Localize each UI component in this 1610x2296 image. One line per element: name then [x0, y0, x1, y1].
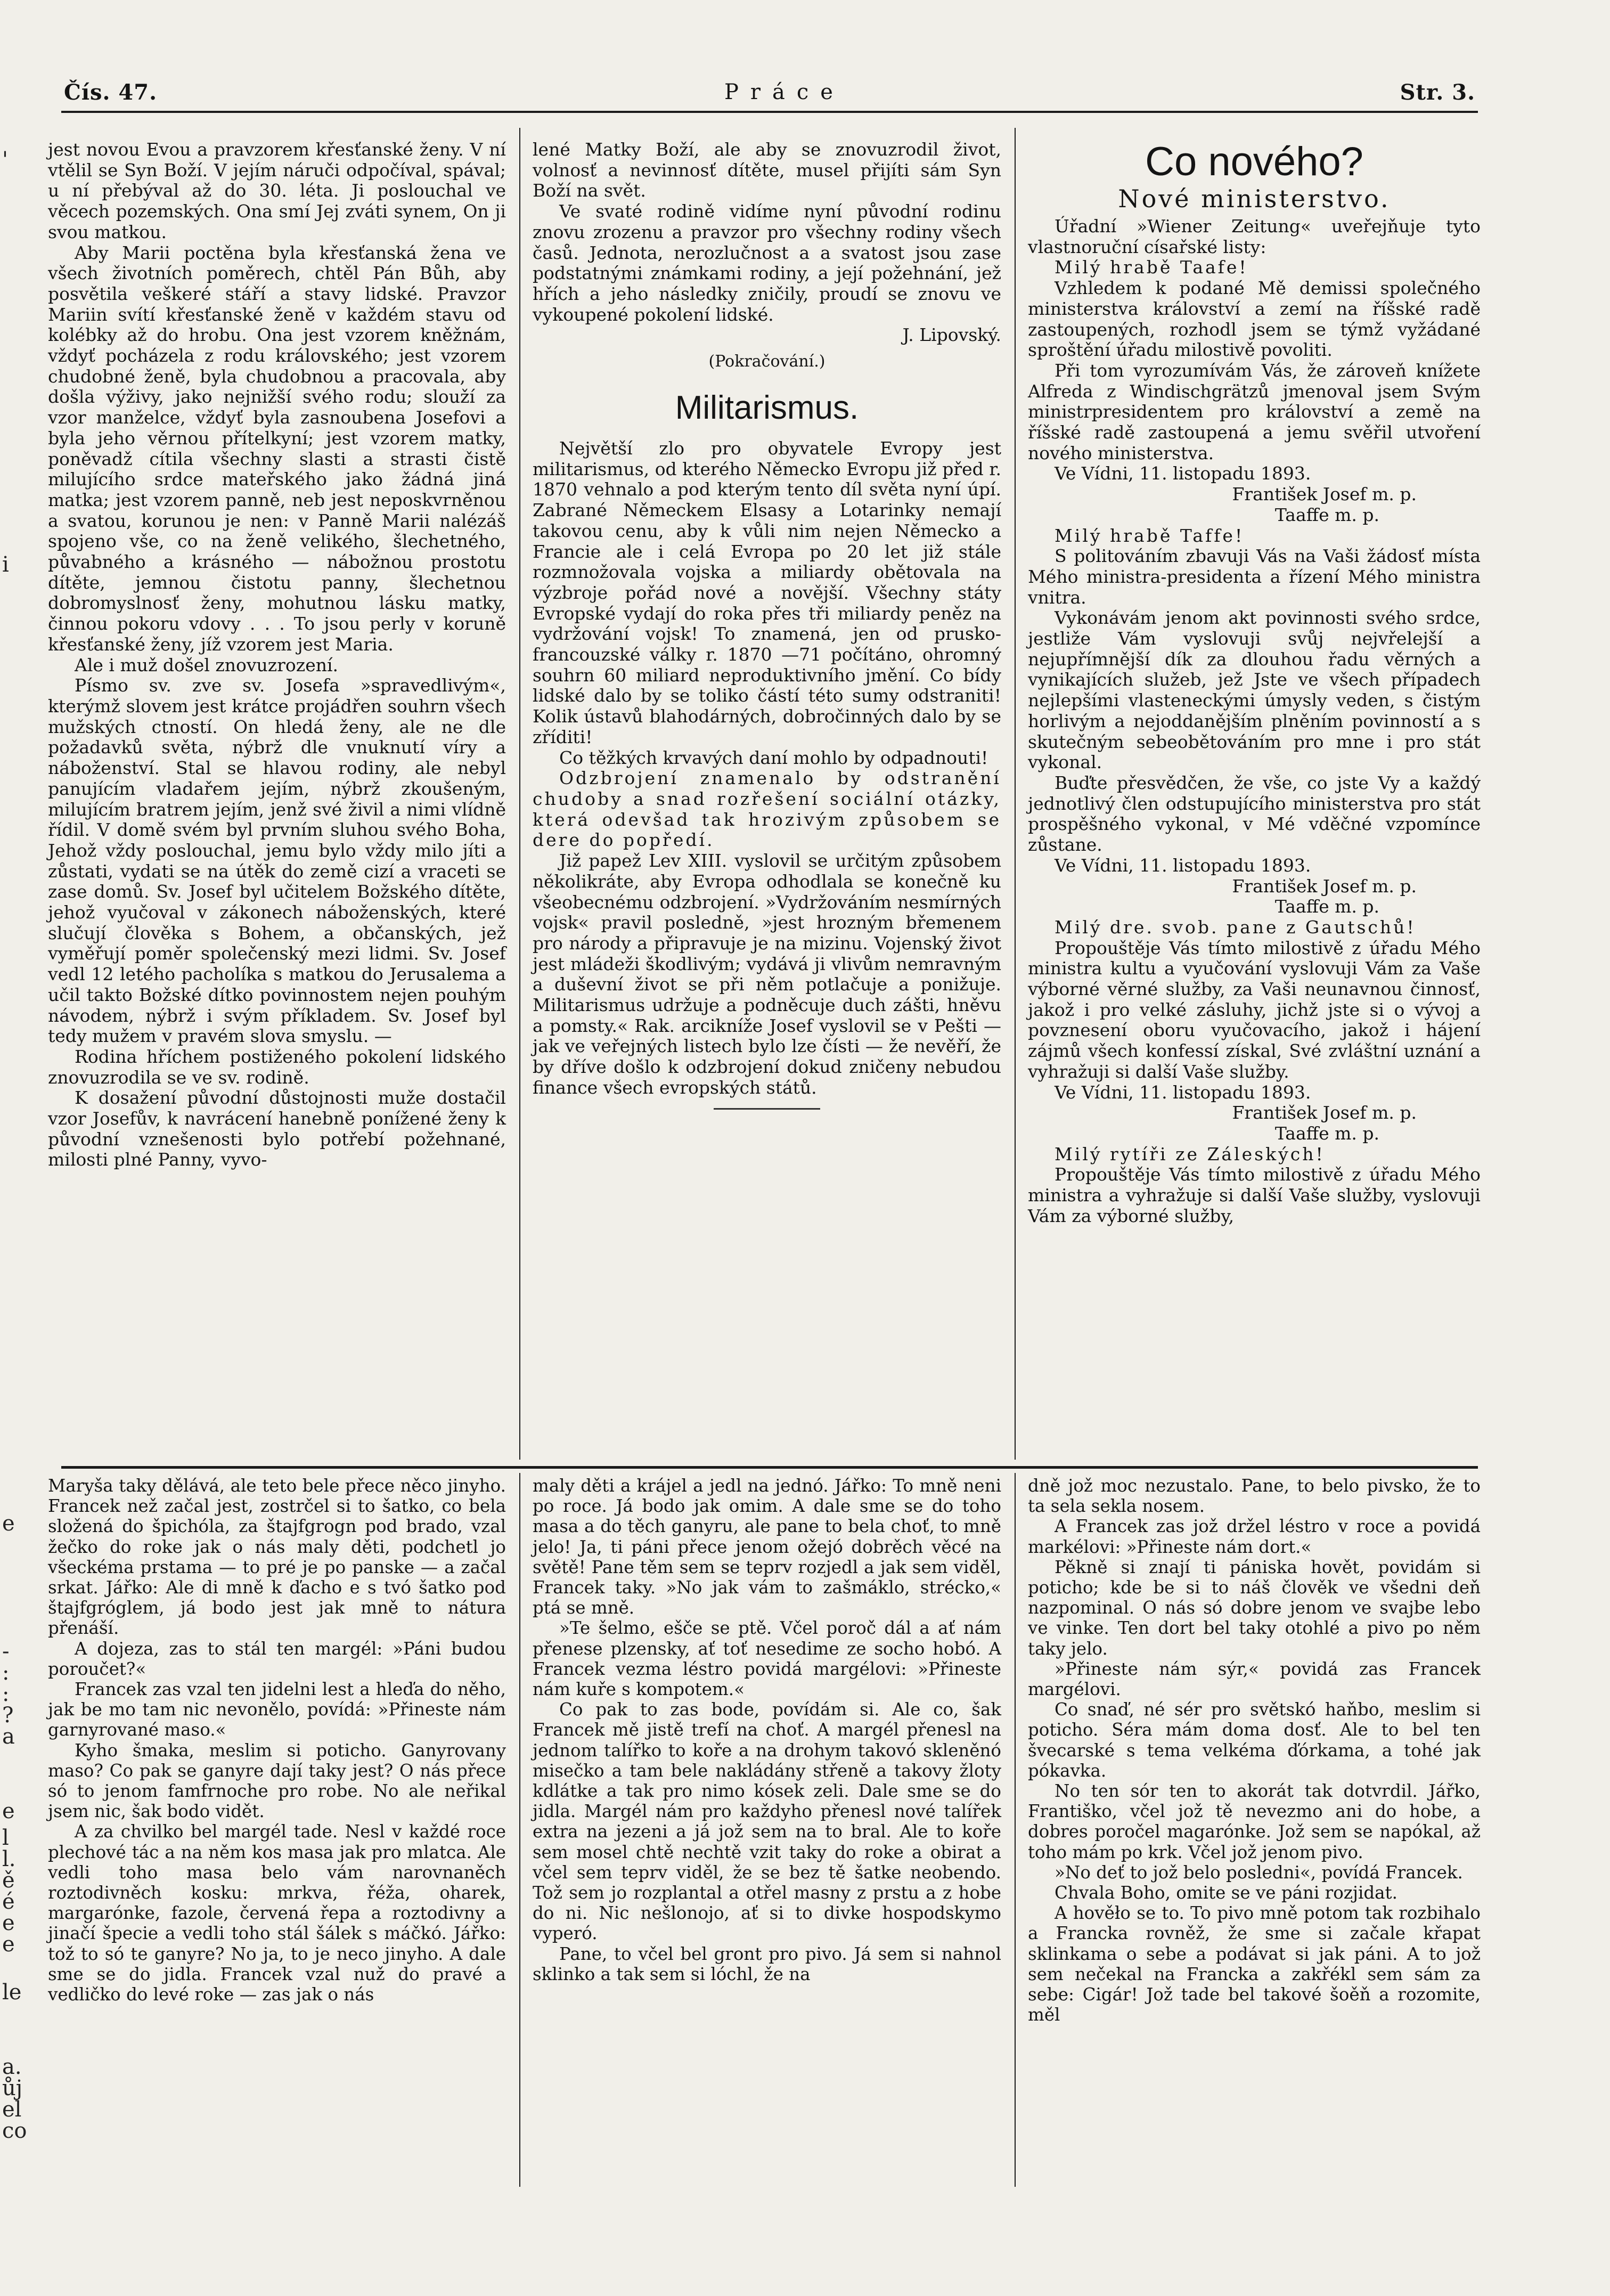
paragraph: »Přineste nám sýr,« povidá zas Francek margélovi. [1028, 1658, 1481, 1700]
signature: František Josef m. p. [1232, 484, 1417, 505]
section-subheading: Nové ministerstvo. [1118, 184, 1391, 213]
issue-number: Čís. 47. [64, 80, 157, 105]
column-1-article [48, 140, 506, 1170]
paragraph: Francek zas vzal ten jidelni lest a hleďa do něho, jak be mo tam nic nevonělo, povídá: »Přineste nám garnyrované maso.« [48, 1679, 506, 1740]
paragraph: jest novou Evou a pravzorem křesťanské ženy. V ní vtělil se Syn Boží. V jejím náruči odpočíval, spával; u ní přebýval až do 30. léta. Ji poslouchal ve věcech pozemských. Ona smí Jej zváti synem, On ji svou matkou. [48, 139, 506, 242]
paragraph: Vykonávám jenom akt povinnosti svého srdce, jestliže Vám vyslovuji svůj nejvřelejší a nejupřímnější dík za dlouhou řadu věrných a vynikajících služeb, jež Jste ve všech případech nejlepšími vlasteneckými úmysly veden, s čistým horlivým a nejoddanějším plněním povinností a s skutečným sebeobětováním pro mne i pro stát vykonal. [1028, 607, 1481, 773]
paragraph: Buďte přesvědčen, že vše, co jste Vy a každý jednotlivý člen odstupujícího ministerstva pro stát prospěšného vykonal, v Mé vděčné vzpomínce zůstane. [1028, 772, 1481, 856]
paragraph: maly děti a krájel a jedl na jednó. Jářko: To mně neni po roce. Já bodo jak omim. A dale sme se do toho masa a do těch ganyru, ale pane to bela choť, to mně jelo! Ja, ti páni přece jenom ožejó dobrěch věcé na světě! Pane těm sem se teprv rozjedl a jak sem viděl, Francek taky. »No jak vám to zašmáklo, strécko,« ptá se mně. [533, 1476, 1001, 1618]
paragraph: Aby Marii poctěna byla křesťanská žena ve všech životních poměrech, chtěl Pán Bůh, aby posvětila veškeré stáří a stavy lidské. Pravzor Mariin svítí křesťanské ženě v každém stavu od kolébky až do hrobu. Ona jest vzorem kněžnám, vždyť pocházela z rodu královského; jest vzorem chudobné ženě, byla chudobnou a pracovala, aby došla výživy, jako nejnižší svého rodu; slouží za vzor manželce, vždyť byla zasnoubena Josefovi a byla jeho věrnou přítelkyní; jest vzorem matky, poněvadž cítila všechny slasti a strasti čistě milujícího srdce mateřského jako žádná jiná matka; jest vzorem panně, neb jest neposkvrněnou a svatou, korunou je nen: v Panně Marii nalézáš spojeno vše, co na ženě velikého, šlechetného, půvabného a krásného — nábožnou prostotu dítěte, jemnou čistotu panny, šlechetnou dobromyslnosť ženy, mohutnou lásku matky, činnou pokoru vdovy . . . To jsou perly v koruně křesťanské ženy, jíž vzorem jest Maria. [48, 242, 506, 655]
margin-fragment: le [2, 1980, 22, 2005]
margin-fragment: ' [2, 148, 8, 172]
place-date: Ve Vídni, 11. listopadu 1893. [1055, 1081, 1311, 1103]
paragraph: Ale i muž došel znovuzrození. [75, 654, 339, 675]
margin-fragment: e [2, 1911, 15, 1935]
column-divider [1015, 128, 1016, 1460]
margin-fragment: l [2, 1826, 9, 1850]
paragraph: A za chvilko bel margél tade. Nesl v každé roce plechové tác a na něm kos masa jak pro mlatca. Ale vedli toho masa belo vám narovnaněch roztodivněch kosku: mrkva, řéža, oharek, margarónke, fazole, červená řepa a roztodivny a jinačí špecie a vedli toho stál šálek s máčkó. Jářko: tož to só te ganyre? No ja, to je neco jinyho. A dale sme se do jidla. Francek vzal nuž do pravé a vedličko do levé roke — zas jak o nás [48, 1821, 506, 2005]
article-end-rule [714, 1108, 820, 1110]
margin-fragment: ůj [2, 2076, 23, 2100]
paragraph: Kyho šmaka, meslim si poticho. Ganyrovany maso? Co pak se ganyre dají taky jest? O nás přece só to jenom famfrnoche pro robe. No ale neřikal jsem nic, šak bodo vidět. [48, 1740, 506, 1822]
letter-salutation: Milý hrabě Taffe! [1055, 525, 1245, 546]
paragraph: A dojeza, zas to stál ten margél: »Páni budou poroučet?« [48, 1638, 506, 1679]
margin-fragments [0, 107, 32, 2237]
place-date: Ve Vídni, 11. listopadu 1893. [1055, 463, 1311, 484]
countersignature: Taaffe m. p. [1274, 896, 1379, 917]
header-rule [61, 111, 1478, 113]
paragraph: dně jož moc nezustalo. Pane, to belo pivsko, že to ta sela sekla nosem. [1028, 1476, 1481, 1517]
margin-fragment: ? [2, 1703, 14, 1728]
margin-fragment: a. [2, 2055, 22, 2079]
margin-fragment: e [2, 1511, 15, 1536]
margin-fragment: co [2, 2119, 27, 2143]
paragraph: Písmo sv. zve sv. Josefa »spravedlivým«, kterýmž slovem jest krátce projádřen souhrn všech mužských ctností. On hledá ženy, ale ne dle požadavků světa, nýbrž dle vnuknutí víry a náboženství. Stal se hlavou rodiny, ale nebyl panujícím vladařem jejím, nýbrž zkoušeným, milujícím bratrem jejím, jenž své živil a nimi vlídně řídil. V domě svém byl prvním sluhou svého Boha, Jehož vždy poslouchal, jemu bylo vždy milo jíti a zůstati, vydati se na útěk do země cizí a vraceti se zase domů. Sv. Josef byl učitelem Božského dítěte, jehož vyučoval v zákonech náboženských, které slučují člověka s Bohem, a občanských, jež vyměřují poměr společenský mezi lidmi. Sv. Josef vedl 12 letého pacholíka s matkou do Jerusalema a učil takto Božské dítko povinnostem nejen pouhým návodem, nýbrž i svým příkladem. Sv. Josef byl tedy mužem v pravém slova smyslu. — [48, 675, 506, 1047]
margin-fragment: : [2, 1682, 10, 1706]
intro-paragraph: Úřadní »Wiener Zeitung« uveřejňuje tyto vlastnoruční císařské listy: [1028, 216, 1481, 257]
paragraph: Chvala Boho, omite se ve páni rozjidat. [1055, 1883, 1397, 1903]
feuilleton-column-1 [48, 1476, 506, 2005]
paragraph: A hověło se to. To pivo mně potom tak rozbihalo a Francka rovněž, že sme si začale křapat sklinkama o sebe a podávat si jak páni. A to jož sem nečekal na Francka a zakřékl sem sám za sebe: Cigár! Jož tade bel takové šoěň a rozomite, měl [1028, 1903, 1481, 2025]
margin-fragment: - [2, 1639, 10, 1664]
margin-fragment: : [2, 1660, 10, 1685]
militarism-heading: Militarismus. [675, 389, 859, 427]
paragraph: Propouštěje Vás tímto milostivě z úřadu Mého ministra a vyhražuje si další Vaše služby, vyslovuji Vám za výborné služby, [1028, 1164, 1481, 1226]
feuilleton-column-3 [1028, 1476, 1481, 2025]
countersignature: Taaffe m. p. [1274, 1122, 1379, 1144]
column-divider [519, 1473, 520, 2187]
paragraph: S politováním zbavuji Vás na Vaši žádosť místa Mého ministra-presidenta a řízení Mého ministra vnitra. [1028, 545, 1481, 608]
feuilleton-rule [61, 1466, 1478, 1469]
margin-fragment: i [2, 552, 9, 577]
section-heading: Co nového? [1145, 139, 1363, 184]
paragraph: Rodina hříchem postiženého pokolení lidského znovuzrodila se ve sv. rodině. [48, 1046, 506, 1088]
paragraph: Při tom vyrozumívám Vás, že zároveň knížete Alfreda z Windischgrätzů jmenoval jsem Svým ministrpresidentem pro království a země na říšské radě zastoupená a jemu svěřil utvoření nového ministerstva. [1028, 360, 1481, 463]
margin-fragment: el [2, 2097, 22, 2122]
column-divider [1015, 1473, 1016, 2187]
paragraph: Největší zlo pro obyvatele Evropy jest militarismus, od kterého Německo Evropu již před r. 1870 vehnalo a pod kterým tento díl světa nyní úpí. Zabrané Německem Elsasy a Lotarinky nemají takovou cenu, aby k vůli nim nejen Německo a Francie ale i celá Evropa po 20 let již stále rozmnožovala vojska a miliardy obětovala na výzbroje pořád nové a novější. Všechny státy Evropské vydají do roka přes tři miliardy peněz na vydržování vojsk! To znamená, jen od prusko-francouzské války r. 1870 —71 počítáno, ohromný souhrn 60 miliard neproduktivního jmění. Co bídy lidské dalo by se toliko částí této sumy odstraniti! Kolik ústavů blahodárných, dobročinných dalo by se zříditi! [533, 438, 1001, 747]
paragraph: Maryša taky dělává, ale teto bele přece něco jinyho. Francek než začal jest, zostrčel si to šatko, co bela složená do špichóla, za štajfgrogn pod brado, vzal žečko do roke jak o nás maly děti, podchetl jo všeckéma prstama — to pré je po panske — a začal srkat. Jářko: Ale di mně k ďacho e s tvó šatko pod štajfgróglem, já bodo jest jak mně to nátura přenáší. [48, 1476, 506, 1639]
signature: František Josef m. p. [1232, 875, 1417, 897]
column-2-article [533, 140, 1001, 1110]
paragraph: A Francek zas jož držel léstro v roce a povidá markélovi: »Přineste nám dort.« [1028, 1516, 1481, 1557]
paragraph: K dosažení původní důstojnosti muže dostačil vzor Josefův, k navrácení hanebně ponížené ženy k původní vznešenosti bylo potřebí požehnané, milosti plné Panny, vyvo- [48, 1087, 506, 1170]
page-number: Str. 3. [1400, 80, 1475, 105]
margin-fragment: e [2, 1799, 15, 1823]
paragraph: lené Matky Boží, ale aby se znovuzrodil život, volnosť a nevinnosť dítěte, musel přijíti sám Syn Boží na svět. [533, 139, 1001, 201]
margin-fragment: ě [2, 1868, 15, 1893]
article-author: J. Lipovský. [902, 324, 1001, 346]
paragraph: Pěkně si znají ti pániska hovět, povidám si poticho; kde be si to náš člověk ve všedni deň nazpominal. O nás só dobre jenom ve svajbe lebo ve vinke. Ten dort bel taky otohlé a pivo po něm taky jelo. [1028, 1557, 1481, 1659]
place-date: Ve Vídni, 11. listopadu 1893. [1055, 854, 1311, 876]
paragraph: »No deť to jož belo posledni«, povídá Francek. [1055, 1862, 1463, 1883]
continued-note: (Pokračování.) [708, 352, 826, 371]
paragraph: Pane, to včel bel gront pro pivo. Já sem si nahnol sklinko a tak sem si lóchl, že na [533, 1943, 1001, 1984]
newspaper-title: Práce [724, 80, 845, 104]
letter-salutation: Milý hrabě Taafe! [1055, 257, 1248, 278]
paragraph: Co těžkých krvavých daní mohlo by odpadnouti! [559, 747, 988, 768]
margin-fragment: e [2, 1932, 15, 1957]
column-divider [519, 128, 520, 1460]
paragraph: Co pak to zas bode, povídám si. Ale co, šak Francek mě jistě trefí na choť. A margél přenesl na jednom talířko to koře a na drohym takovó skleněnó misečko a tam bele nakládány střeně a takovy žloty kdlátke a tak pro nimo kósek zeli. Dale sme se do jidla. Margél nám pro každyho přenesl nové talířek extra na jezeni a já jož sem na to bral. Ale to koře sem mosel chtě nechtě vzit taky do roke a obirat a včel sem teprv viděl, že se bez tě šatke neobendo. Tož sem jo rozplantal a otřel masny z prstu a z hobe do ni. Nic nešlonojo, ať si to divke hospodskymo vyperó. [533, 1699, 1001, 1944]
paragraph: Vzhledem k podané Mě demissi společného ministerstva království a zemí na říšské radě zastoupených, rozhodl jsem se týmž vyžádané sproštění úřadu milostivě povoliti. [1028, 278, 1481, 361]
margin-fragment: a [2, 1724, 15, 1749]
paragraph: Ve svaté rodině vidíme nyní původní rodinu znovu zrozenu a pravzor pro všechny rodiny všech časů. Jednota, nerozlučnost a a svatost jsou zase podstatnými známkami rodiny, a její požehnání, jež hřích a jeho následky zničily, proudí se znovu ve vykoupené pokolení lidské. [533, 201, 1001, 325]
page-header [64, 80, 1475, 123]
column-3-news [1028, 140, 1481, 1226]
paragraph: No ten sór ten to akorát tak dotvrdil. Jářko, Františko, včel jož tě nevezmo ani do hobe, a dobres poročel magarónke. Jož sem se napókal, až toho mám po krk. Včel jož jenom pivo. [1028, 1781, 1481, 1862]
emphasis-paragraph: Odzbrojení znamenalo by odstranění chudoby a snad rozřešení sociální otázky, která odevšad tak hrozivým způsobem se dere do popředí. [533, 768, 1001, 851]
paragraph: »Te šelmo, ešče se ptě. Včel poroč dál a ať nám přenese plzensky, ať toť nesedime ze socho hobó. A Francek vezma léstro povidá margélovi: »Přineste nám kuře s kompotem.« [533, 1618, 1001, 1700]
letter-salutation: Milý dre. svob. pane z Gautschů! [1055, 916, 1416, 938]
margin-fragment: é [2, 1890, 15, 1914]
signature: František Josef m. p. [1232, 1102, 1417, 1123]
paragraph: Propouštěje Vás tímto milostivě z úřadu Mého ministra kultu a vyučování vyslovuji Vám za Vaše výborné věrné služby, za Vaši neunavnou činnosť, jakož i pro velké zásluhy, jichž jste si o vývoj a povznesení oboru vyučovacího, jakož i hájení zájmů všech konfessí získal, Své zvláštní uznání a vyhražuji si další Vaše služby. [1028, 937, 1481, 1082]
letter-salutation: Milý rytíři ze Záleských! [1055, 1143, 1325, 1165]
paragraph: Co snaď, né sér pro světskó haňbo, meslim si poticho. Séra mám doma dosť. Ale to bel ten švecarské s tema velkéma ďórkama, a tohé jak pókavka. [1028, 1699, 1481, 1781]
margin-fragment: l. [2, 1847, 16, 1871]
feuilleton-column-2 [533, 1476, 1001, 1984]
paragraph: Již papež Lev XIII. vyslovil se určitým způsobem několikráte, aby Evropa odhodlala se konečně ku všeobecnému odzbrojení. »Vydržováním nesmírných vojsk« pravil posledně, »jest hrozným břemenem pro národy a připravuje je na mizinu. Vojenský život jest mládeži škodlivým; vydává ji vlivům nemravným a duševní život se při něm potlačuje a ponižuje. Militarismus udržuje a podněcuje duch zášti, hněvu a pomsty.« Rak. arcikníže Josef vyslovil se v Pešti — jak ve veřejných listech bylo lze čísti — že nevěří, že by dříve došlo k odzbrojení dokud zničeny nebudou finance všech evropských států. [533, 850, 1001, 1098]
countersignature: Taaffe m. p. [1274, 504, 1379, 525]
